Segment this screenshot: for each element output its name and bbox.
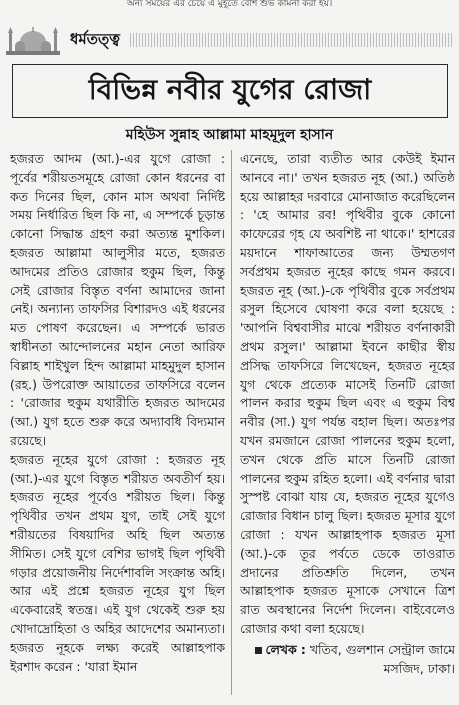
writer-text: খতিব, গুলশান সেন্ট্রাল জামে মসজিদ, ঢাকা।	[309, 641, 455, 676]
bullet-icon	[255, 647, 262, 654]
article-column-right	[240, 150, 455, 698]
previous-article-strip: অন্য সময়ের এর চেয়ে এ মুহূর্তে বেশি শুভ কামনা করা হয়।	[126, 0, 333, 9]
article-column-left	[10, 150, 225, 698]
article-author: মহিউস সুন্নাহ আল্লামা মাহমূদুল হাসান	[125, 127, 334, 143]
section-header	[6, 24, 453, 56]
paragraph: হজরত নূহের যুগে রোজা : হজরত নূহ (আ.)-এর যুগে বিস্তৃত শরীয়ত অবতীর্ণ হয়। হজরত নূহের পূর্বেও শরীয়ত ছিল। কিন্তু পৃথিবীর তখন প্রথম যুগ, তাই সেই যুগে শরীয়তের বিষয়াদির অহি ছিল অত্যন্ত সীমিত। সেই যুগে বেশির ভাগই ছিল পৃথিবী গড়ার প্রয়োজনীয় নির্দেশাবলি সংক্রান্ত অহি। আর এই প্রশ্নে হজরত নূহের যুগ ছিল একেবারেই স্বতন্ত্র। এই যুগ থেকেই শুরু হয় খোদাদ্রোহিতা ও অহির আদেশের অমান্যতা। হজরত নূহকে লক্ষ্য করেই আল্লাহপাক ইরশাদ করেন : 'যারা ইমান	[10, 451, 225, 674]
section-title: ধর্মতত্ত্ব	[70, 29, 120, 48]
column-divider	[231, 150, 232, 695]
section-divider	[130, 33, 453, 47]
mosque-icon	[6, 25, 60, 55]
paragraph: হজরত আদম (আ.)-এর যুগে রোজা : পূর্বের শরীয়তসমূহে রোজা কোন ধরনের বা কত দিনের ছিল, কোন মাস অথবা নির্দিষ্ট সময় নির্ধারিত ছিল কি না, এ সম্পর্কে চূড়ান্ত কোনো সিদ্ধান্ত গ্রহণ করা অত্যন্ত মুশকিল। হজরত আল্লামা আলুসীর মতে, হজরত আদমের প্রতিও রোজার হুকুম ছিল, কিন্তু সেই রোজার বিস্তৃত বর্ণনা আমাদের জানা নেই। অন্যান্য তাফসির বিশারদও এই ধরনের মত পোষণ করেছেন। এ সম্পর্কে ভারত স্বাধীনতা আন্দোলনের মহান নেতা আরিফ বিল্লাহ শাইখুল হিন্দ আল্লামা মাহমুদুল হাসান (রহ.) উপরোক্ত আয়াতের তাফসিরে বলেন : 'রোজার হুকুম যথারীতি হজরত আদমের (আ.) যুগ হতে শুরু করে অদ্যাবধি বিদ্যমান রয়েছে।	[10, 151, 225, 448]
article-headline: বিভিন্ন নবীর যুগের রোজা	[12, 64, 448, 118]
writer-label: লেখক :	[265, 641, 306, 657]
paragraph: এনেছে, তারা ব্যতীত আর কেউই ইমান আনবে না।' তখন হজরত নূহ (আ.) অতিষ্ঠ হয়ে আল্লাহর দরবারে মোনাজাত করেছিলেন : 'হে আমার রব! পৃথিবীর বুকে কোনো কাফেরের গৃহ যে অবশিষ্ট না থাকে।' হাশরের ময়দানে শাফাআতের জন্য উম্মতগণ সর্বপ্রথম হজরত নূহের কাছে গমন করবে। হজরত নূহ (আ.)-কে পৃথিবীর বুকে সর্বপ্রথম রসুল হিসেবে ঘোষণা করে বলা হয়েছে : 'আপনি বিশ্ববাসীর মাঝে শরীয়ত বর্ণনাকারী প্রথম রসুল।' আল্লামা ইবনে কাছীর স্বীয় প্রসিদ্ধ তাফসিরে লিখেছেন, হজরত নূহের যুগ থেকে প্রত্যেক মাসেই তিনটি রোজা পালন করার হুকুম ছিল এবং এ হুকুম বিশ্ব নবীর (সা.) যুগ পর্যন্ত বহাল ছিল। অতঃপর যখন রমজানে রোজা পালনের হুকুম হলো, তখন থেকে প্রতি মাসে তিনটি রোজা পালনের হুকুম রহিত হলো। এই বর্ণনার দ্বারা সুস্পষ্ট বোঝা যায় যে, হজরত নূহের যুগেও রোজার বিধান চালু ছিল। হজরত মূসার যুগে রোজা : যখন আল্লাহপাক হজরত মূসা (আ.)-কে তূর পর্বতে ডেকে তাওরাত প্রদানের প্রতিশ্রুতি দিলেন, তখন আল্লাহপাক হজরত মূসাকে সেখানে ত্রিশ রাত অবস্থানের নির্দেশ দিলেন। বাইবেলেও রোজার কথা বলা হয়েছে।	[240, 151, 455, 636]
writer-credit	[240, 641, 455, 679]
